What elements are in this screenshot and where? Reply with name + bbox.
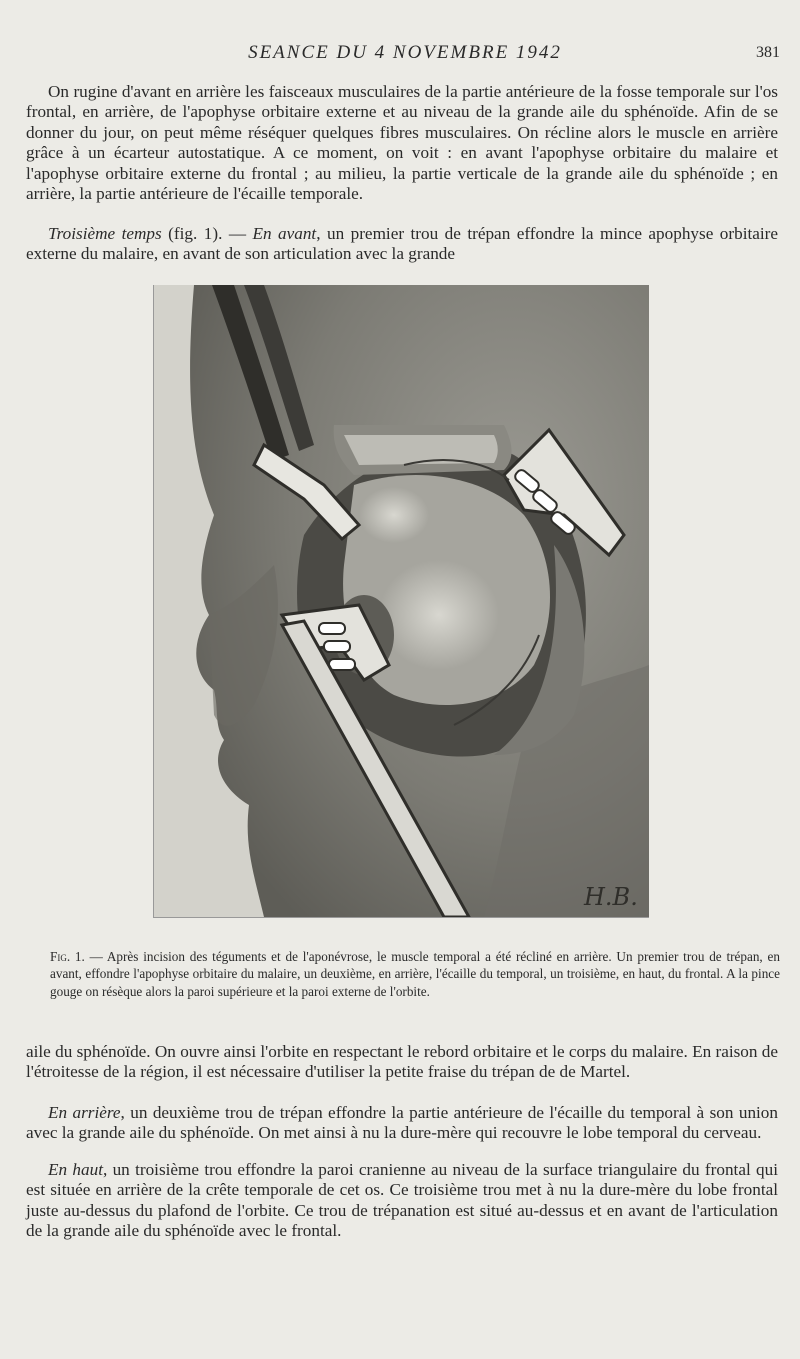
illustration-drawing <box>154 285 649 917</box>
paragraph-4-text: , un deuxième trou de trépan effondre la partie antérieure de l'écaille du temporal à son union avec la grande aile du sphénoïde. On met ainsi à nu la dure-mère qui recouvre le lobe temporal du cerveau. <box>26 1103 778 1143</box>
running-title: SEANCE DU 4 NOVEMBRE 1942 <box>248 42 562 63</box>
paragraph-4-emphasis: En arrière <box>48 1103 121 1122</box>
paragraph-2-text: , un premier trou de trépan effondre la mince apophyse orbitaire externe du malaire, en avant de son articulation avec la grande <box>26 224 778 264</box>
figure-caption-text: — Après incision des téguments et de l'aponévrose, le muscle temporal a été récliné en arrière. Un premier trou de trépan, en avant, effondre l'apophyse orbitaire du malaire, un deuxième, en arrière, l'écaille du temporal, un troisième, en haut, du frontal. A la pince gouge on résèque alors la paroi supérieure et la paroi externe de l'orbite. <box>50 949 780 999</box>
surgical-illustration <box>153 285 649 918</box>
figure-label: Fig. 1. <box>50 949 85 964</box>
page-number: 381 <box>756 44 780 61</box>
paragraph-2-emphasis: En avant <box>252 224 317 243</box>
artist-signature: H.B. <box>584 883 638 911</box>
paragraph-5 <box>26 1160 778 1242</box>
page-header <box>30 40 780 70</box>
paragraph-1-text: On rugine d'avant en arrière les faisceaux musculaires de la partie antérieure de la fosse temporale sur l'os frontal, en arrière, de l'apophyse orbitaire externe et au niveau de la grande aile du sphénoïde. Afin de se donner du jour, on peut même réséquer quelques fibres musculaires. On récline alors le muscle en arrière grâce à un écarteur autostatique. A ce moment, on voit : en avant l'apophyse orbitaire du malaire et l'apophyse orbitaire externe du frontal ; au milieu, la partie verticale de la grande aile du sphénoïde ; en arrière, la partie antérieure de l'écaille temporale. <box>26 82 778 204</box>
paragraph-3 <box>26 1042 778 1083</box>
paragraph-1 <box>26 82 778 204</box>
figure-caption <box>50 948 780 1000</box>
paragraph-5-emphasis: En haut <box>48 1160 103 1179</box>
section-title-third-step: Troisième temps <box>48 224 162 243</box>
paragraph-4 <box>26 1103 778 1144</box>
paragraph-3-text: aile du sphénoïde. On ouvre ainsi l'orbite en respectant le rebord orbitaire et le corps du malaire. En raison de l'étroitesse de la région, il est nécessaire d'utiliser la petite fraise du trépan de de Martel. <box>26 1042 778 1082</box>
paragraph-5-text: , un troisième trou effondre la paroi cranienne au niveau de la surface triangulaire du frontal qui est située en arrière de la crête temporale de cet os. Ce troisième trou met à nu la dure-mère du lobe frontal juste au-dessus du plafond de l'orbite. Ce trou de trépanation est situé au-dessus et en avant de l'articulation de la grande aile du sphénoïde avec le frontal. <box>26 1160 778 1241</box>
paragraph-2-figref: (fig. 1). — <box>161 224 253 243</box>
paragraph-2 <box>26 224 778 265</box>
